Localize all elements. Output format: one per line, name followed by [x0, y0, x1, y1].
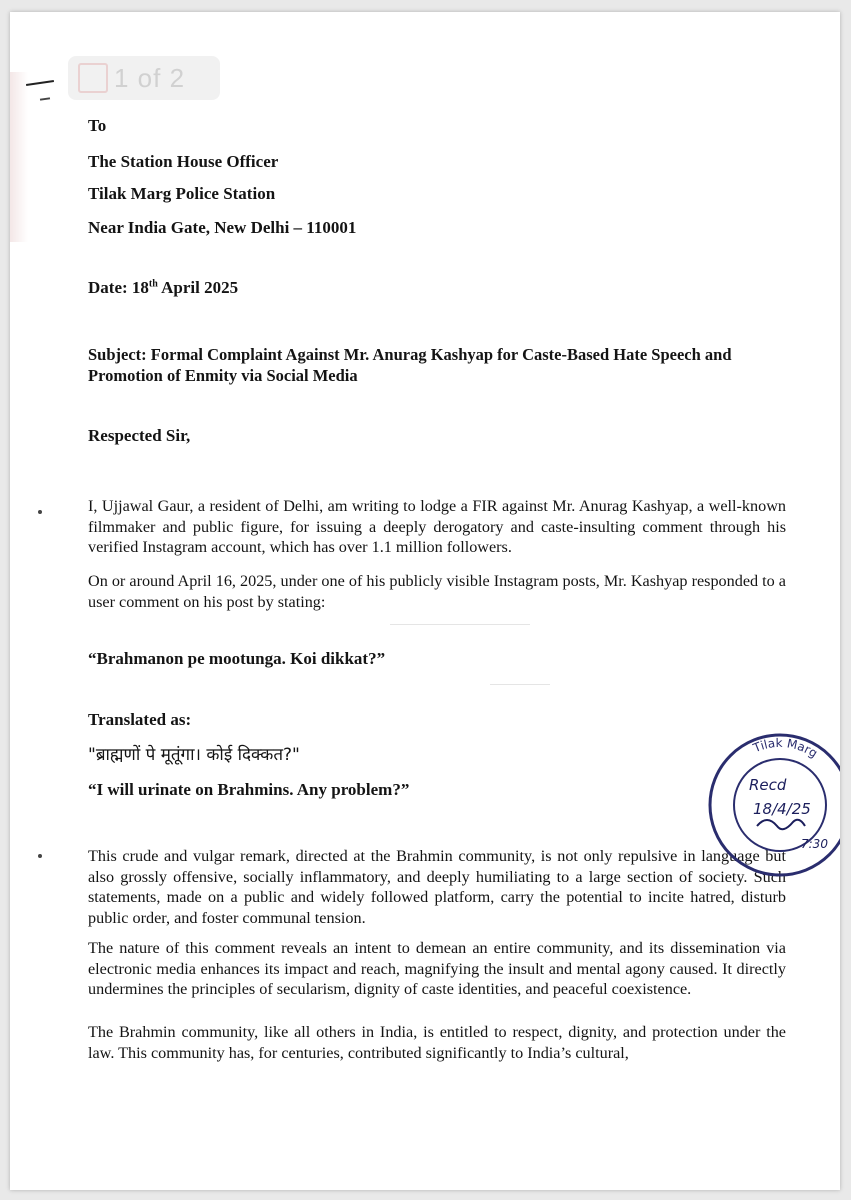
scan-edge-shadow — [10, 72, 28, 242]
letter-date — [88, 278, 238, 298]
paragraph-2: On or around April 16, 2025, under one of his publicly visible Instagram posts, Mr. Kashyap responded to a user comment on his post by stating: — [88, 572, 786, 611]
document-page — [10, 12, 840, 1190]
police-station-stamp — [705, 730, 840, 880]
letter-station: Tilak Marg Police Station — [88, 184, 276, 203]
margin-dot — [38, 510, 42, 514]
translated-label: Translated as: — [88, 710, 192, 729]
paragraph-5: The Brahmin community, like all others in India, is entitled to respect, dignity, and protection under the law. This community has, for centuries, contributed significantly to India’s cultural, — [88, 1023, 786, 1062]
hindi-quote: "ब्राह्मणों पे मूतूंगा। कोई दिक्कत?" — [88, 745, 300, 765]
stamp-handwriting-time: 7:30 — [801, 837, 828, 851]
stamp-ring-text: Tilak Marg — [751, 735, 821, 761]
page-indicator-label: 1 of 2 — [114, 62, 186, 93]
margin-dot — [38, 854, 42, 858]
letter-to: To — [88, 116, 107, 135]
letter-subject: Subject: Formal Complaint Against Mr. Anurag Kashyap for Caste-Based Hate Speech and Promotion of Enmity via Social Media — [88, 345, 732, 385]
date-suffix: April 2025 — [157, 278, 239, 297]
paragraph-4: The nature of this comment reveals an intent to demean an entire community, and its dissemination via electronic media enhances its impact and reach, magnifying the insult and mental agony caused. It directly undermines the principles of secularism, dignity of caste identities, and peaceful coexistence. — [88, 939, 786, 998]
pen-mark — [40, 97, 50, 100]
letter-address: Near India Gate, New Delhi – 110001 — [88, 218, 357, 237]
paragraph-1: I, Ujjawal Gaur, a resident of Delhi, am writing to lodge a FIR against Mr. Anurag Kashyap, a well-known filmmaker and public figure, for issuing a deeply derogatory and caste-insulting comment through his verified Instagram account, which has over 1.1 million followers. — [88, 497, 786, 556]
date-prefix: Date: 18 — [88, 278, 149, 297]
scan-artifact — [490, 684, 550, 685]
stamp-signature — [757, 820, 805, 829]
page-indicator — [68, 56, 220, 100]
quoted-comment: “Brahmanon pe mootunga. Koi dikkat?” — [88, 649, 386, 668]
date-superscript: th — [148, 278, 158, 290]
letter-recipient: The Station House Officer — [88, 152, 279, 171]
stamp-handwriting-received: Recd — [749, 776, 787, 794]
english-translation: “I will urinate on Brahmins. Any problem?” — [88, 780, 410, 799]
stamp-handwriting-date: 18/4/25 — [753, 800, 811, 818]
page-icon — [78, 63, 108, 93]
letter-salutation: Respected Sir, — [88, 426, 191, 445]
pen-mark — [26, 80, 54, 86]
scan-artifact — [390, 624, 530, 625]
paragraph-3: This crude and vulgar remark, directed at the Brahmin community, is not only repulsive in language but also grossly offensive, socially inflammatory, and deeply humiliating to a large section of society. Such statements, made on a public and widely followed platform, carry the potential to incite hatred, disturb public order, and foster communal tension. — [88, 847, 786, 927]
